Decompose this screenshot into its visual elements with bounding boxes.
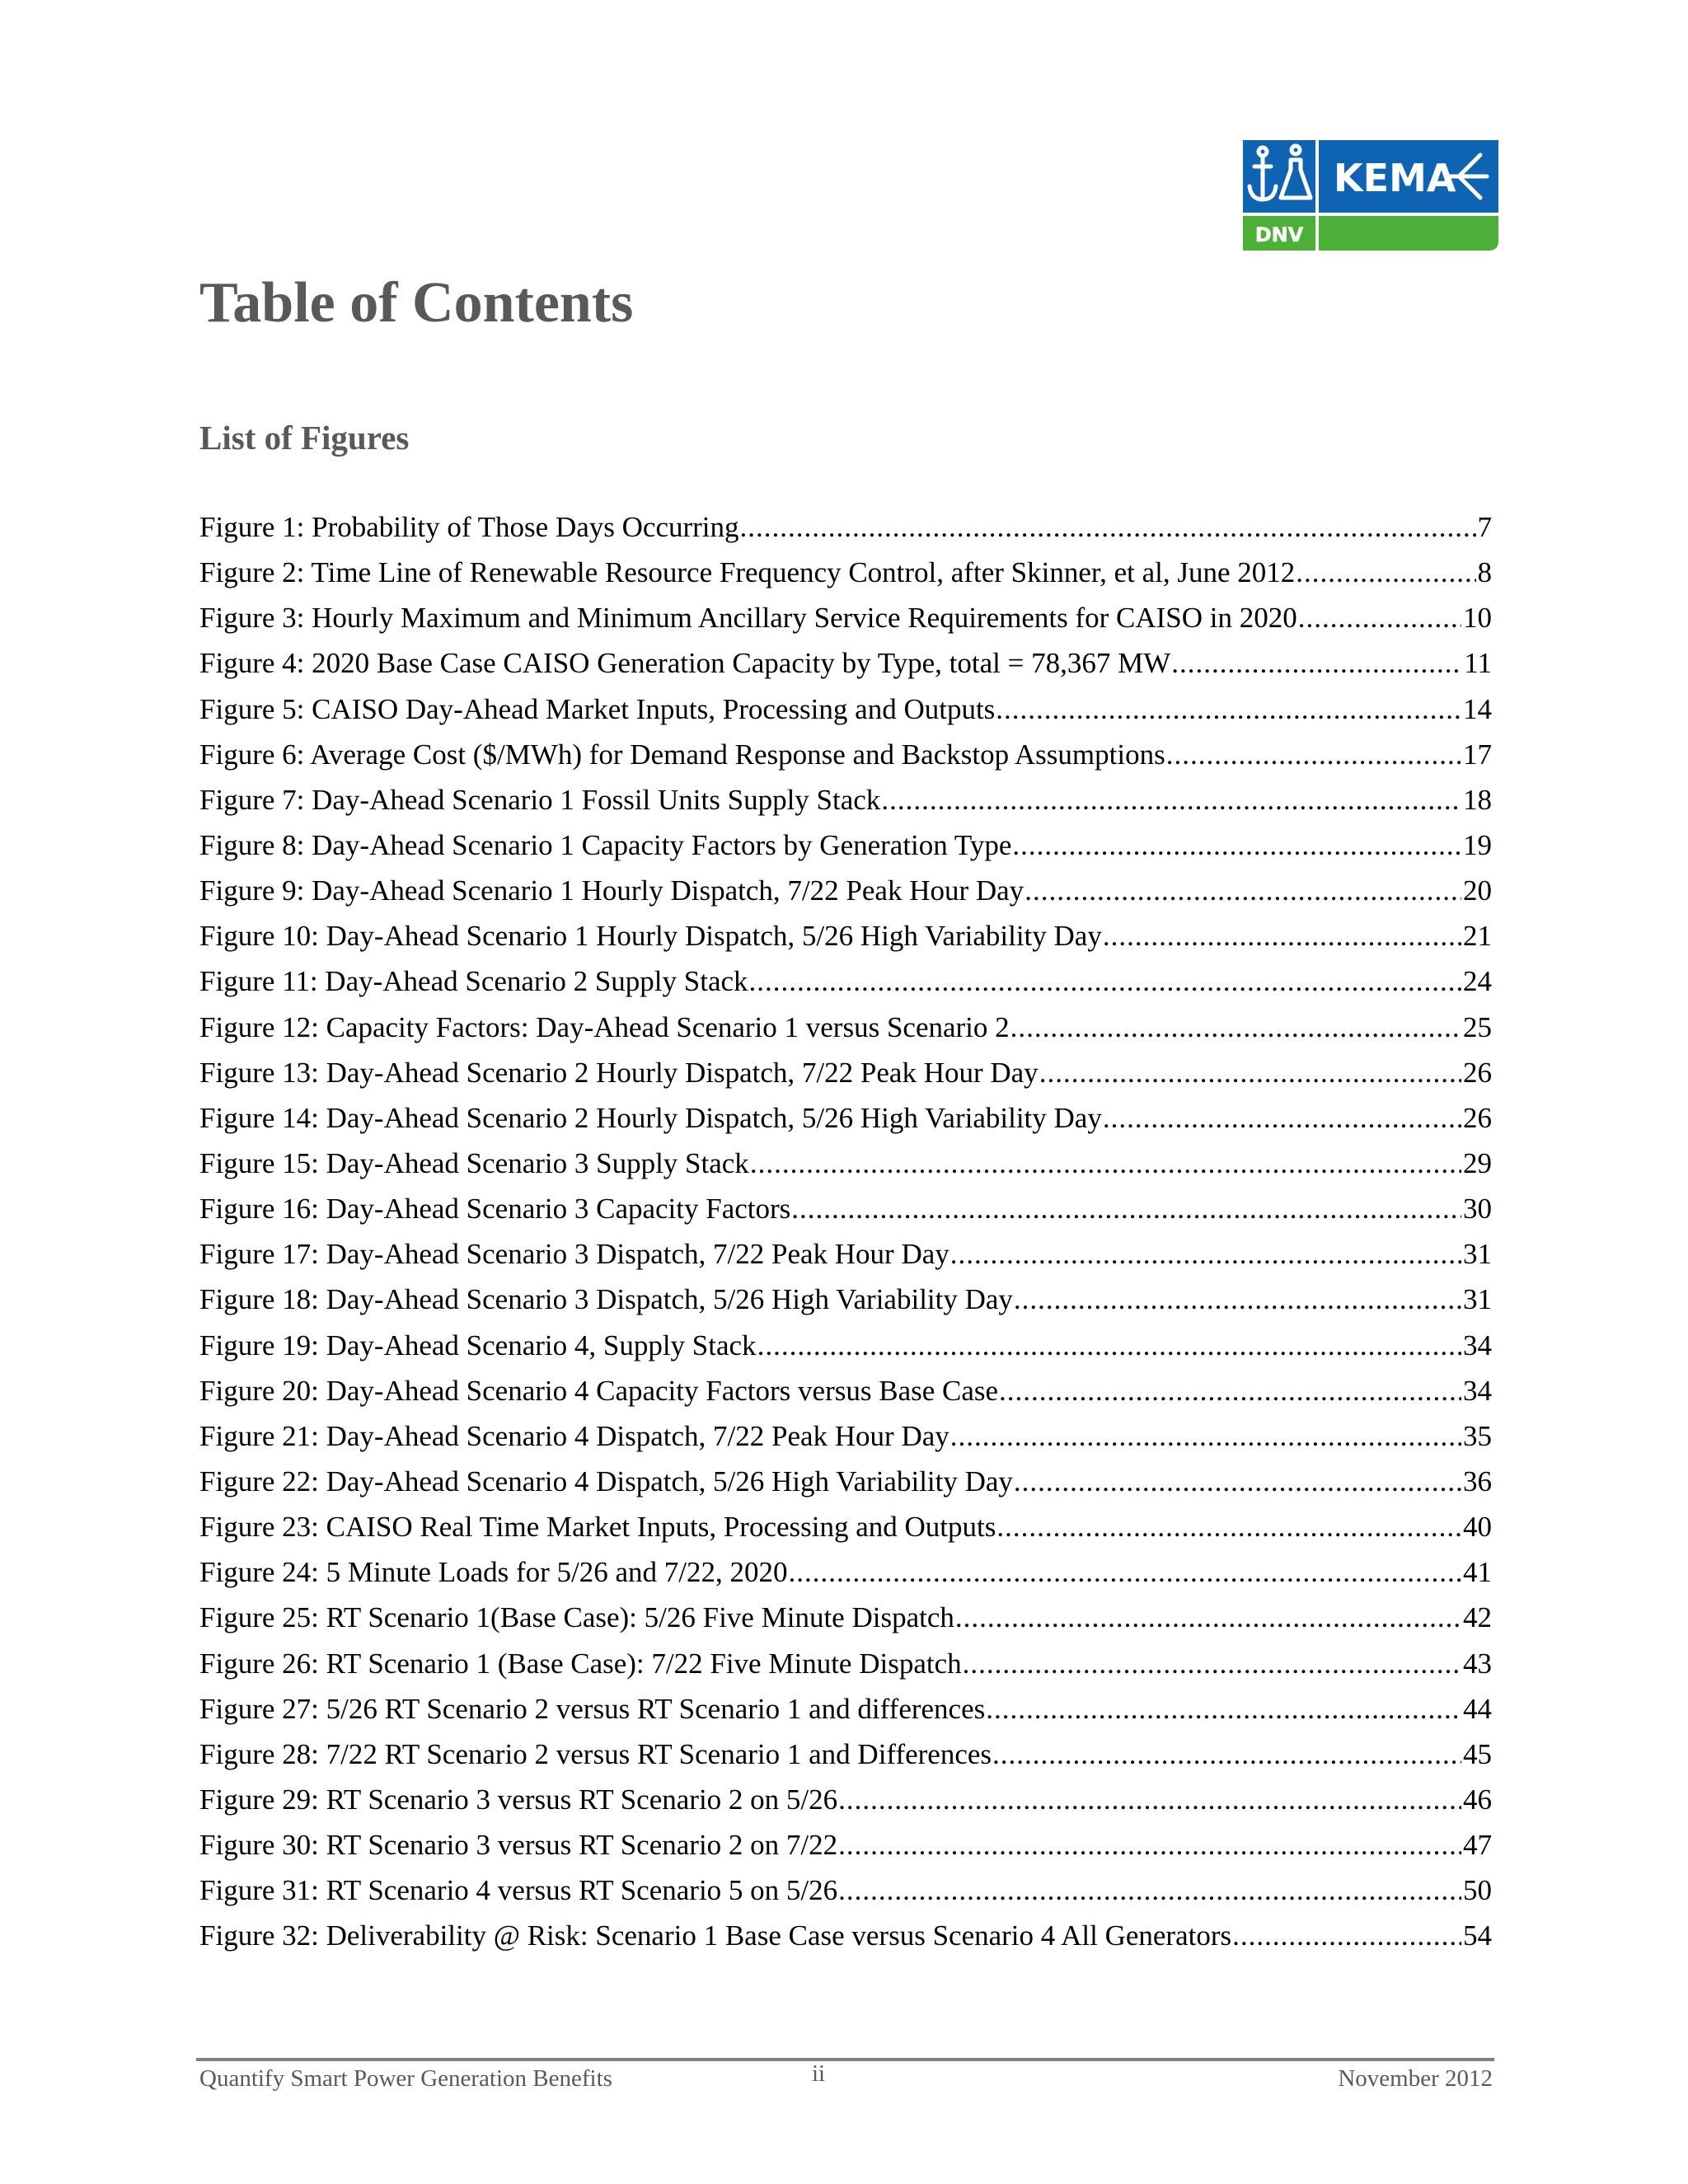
toc-entry-page: 17 [1463, 738, 1492, 771]
toc-entry-label: Figure 18: Day-Ahead Scenario 3 Dispatch, 5/26 High Variability Day [199, 1283, 1013, 1316]
toc-entry-page: 19 [1463, 828, 1492, 861]
toc-entry-label: Figure 2: Time Line of Renewable Resource Frequency Control, after Skinner, et al, June 2012 [199, 556, 1296, 589]
toc-entry-label: Figure 17: Day-Ahead Scenario 3 Dispatch, 7/22 Peak Hour Day [199, 1238, 950, 1271]
toc-entry[interactable] [199, 1095, 1492, 1141]
toc-entry-label: Figure 8: Day-Ahead Scenario 1 Capacity Factors by Generation Type [199, 828, 1012, 861]
toc-entry-label: Figure 14: Day-Ahead Scenario 2 Hourly Dispatch, 5/26 High Variability Day [199, 1101, 1102, 1134]
toc-entry[interactable] [199, 732, 1492, 777]
toc-entry-page: 26 [1463, 1056, 1492, 1089]
toc-dot-leader [992, 1732, 1461, 1777]
toc-entry-label: Figure 9: Day-Ahead Scenario 1 Hourly Dispatch, 7/22 Peak Hour Day [199, 874, 1025, 907]
page-title: Table of Contents [199, 271, 634, 335]
toc-dot-leader [838, 1777, 1461, 1822]
toc-dot-leader [1103, 1095, 1461, 1141]
toc-entry-page: 42 [1463, 1601, 1492, 1634]
toc-entry-page: 26 [1463, 1101, 1492, 1134]
toc-entry[interactable] [199, 777, 1492, 823]
toc-entry-label: Figure 12: Capacity Factors: Day-Ahead Scenario 1 versus Scenario 2 [199, 1010, 1010, 1043]
toc-entry-label: Figure 31: RT Scenario 4 versus RT Scenario 5 on 5/26 [199, 1874, 838, 1907]
footer-document-title: Quantify Smart Power Generation Benefits [199, 2065, 612, 2092]
toc-entry-page: 35 [1463, 1419, 1492, 1452]
footer-page-number: ii [812, 2060, 826, 2087]
toc-entry-page: 20 [1463, 874, 1492, 907]
toc-entry[interactable] [199, 1777, 1492, 1822]
toc-entry[interactable] [199, 1231, 1492, 1277]
toc-entry-page: 30 [1463, 1193, 1492, 1226]
toc-entry-page: 34 [1463, 1374, 1492, 1407]
toc-entry-label: Figure 5: CAISO Day-Ahead Market Inputs, Processing and Outputs [199, 692, 996, 725]
toc-dot-leader [791, 1186, 1461, 1231]
toc-entry[interactable] [199, 1732, 1492, 1777]
toc-entry-page: 31 [1463, 1238, 1492, 1271]
toc-entry-page: 31 [1463, 1283, 1492, 1316]
toc-entry-page: 41 [1463, 1556, 1492, 1589]
toc-dot-leader [1010, 1005, 1461, 1050]
toc-entry[interactable] [199, 595, 1492, 640]
toc-entry[interactable] [199, 823, 1492, 868]
toc-entry[interactable] [199, 1549, 1492, 1595]
toc-entry-page: 25 [1463, 1010, 1492, 1043]
toc-entry[interactable] [199, 913, 1492, 958]
toc-dot-leader [749, 958, 1461, 1004]
toc-entry[interactable] [199, 1641, 1492, 1686]
toc-entry-label: Figure 30: RT Scenario 3 versus RT Scenario 2 on 7/22 [199, 1829, 838, 1862]
toc-entry-label: Figure 15: Day-Ahead Scenario 3 Supply Stack [199, 1146, 749, 1179]
toc-entry-label: Figure 21: Day-Ahead Scenario 4 Dispatch, 7/22 Peak Hour Day [199, 1419, 950, 1452]
list-of-figures [199, 504, 1492, 1959]
toc-entry-page: 29 [1463, 1146, 1492, 1179]
toc-entry[interactable] [199, 1141, 1492, 1186]
toc-entry[interactable] [199, 1368, 1492, 1413]
toc-entry-page: 40 [1463, 1511, 1492, 1544]
toc-entry-label: Figure 13: Day-Ahead Scenario 2 Hourly Dispatch, 7/22 Peak Hour Day [199, 1056, 1039, 1089]
toc-entry[interactable] [199, 1005, 1492, 1050]
toc-dot-leader [996, 687, 1461, 732]
toc-entry[interactable] [199, 1323, 1492, 1368]
toc-dot-leader [1014, 1277, 1461, 1322]
logo-green-strip [1319, 216, 1498, 251]
toc-entry-label: Figure 1: Probability of Those Days Occurring [199, 511, 739, 543]
toc-dot-leader [1103, 913, 1461, 958]
kema-dnv-logo [1243, 140, 1498, 251]
toc-entry[interactable] [199, 958, 1492, 1004]
toc-entry-page: 47 [1463, 1829, 1492, 1862]
toc-dot-leader [955, 1595, 1461, 1640]
toc-entry[interactable] [199, 1504, 1492, 1549]
toc-entry-label: Figure 20: Day-Ahead Scenario 4 Capacity Factors versus Base Case [199, 1374, 999, 1407]
toc-entry-label: Figure 28: 7/22 RT Scenario 2 versus RT Scenario 1 and Differences [199, 1737, 992, 1770]
toc-entry[interactable] [199, 868, 1492, 913]
toc-dot-leader [1012, 823, 1461, 868]
toc-entry-label: Figure 24: 5 Minute Loads for 5/26 and 7/22, 2020 [199, 1556, 788, 1589]
toc-dot-leader [1171, 640, 1462, 686]
section-heading: List of Figures [199, 419, 410, 457]
toc-entry-page: 7 [1477, 511, 1492, 543]
toc-entry[interactable] [199, 640, 1492, 686]
toc-entry-label: Figure 32: Deliverability @ Risk: Scenario 1 Base Case versus Scenario 4 All Generators [199, 1919, 1232, 1952]
toc-entry-page: 11 [1464, 647, 1492, 680]
toc-entry-label: Figure 27: 5/26 RT Scenario 2 versus RT Scenario 1 and differences [199, 1692, 986, 1725]
toc-entry-label: Figure 19: Day-Ahead Scenario 4, Supply Stack [199, 1329, 757, 1361]
toc-entry[interactable] [199, 1822, 1492, 1868]
toc-entry-label: Figure 29: RT Scenario 3 versus RT Scenario 2 on 5/26 [199, 1783, 838, 1816]
toc-entry-page: 43 [1463, 1647, 1492, 1680]
toc-entry-page: 14 [1463, 692, 1492, 725]
toc-dot-leader [950, 1231, 1461, 1277]
toc-entry-page: 10 [1463, 602, 1492, 635]
toc-dot-leader [881, 777, 1461, 823]
toc-entry-label: Figure 23: CAISO Real Time Market Inputs, Processing and Outputs [199, 1511, 996, 1544]
toc-dot-leader [1039, 1050, 1461, 1095]
footer-divider [196, 2058, 1494, 2061]
toc-entry-page: 8 [1477, 556, 1492, 589]
toc-entry-label: Figure 7: Day-Ahead Scenario 1 Fossil Units Supply Stack [199, 783, 881, 816]
toc-entry-label: Figure 25: RT Scenario 1(Base Case): 5/26 Five Minute Dispatch [199, 1601, 954, 1634]
toc-dot-leader [789, 1549, 1461, 1595]
toc-entry-label: Figure 26: RT Scenario 1 (Base Case): 7/22 Five Minute Dispatch [199, 1647, 962, 1680]
toc-entry-page: 50 [1463, 1874, 1492, 1907]
toc-dot-leader [986, 1686, 1461, 1732]
toc-entry-label: Figure 16: Day-Ahead Scenario 3 Capacity Factors [199, 1193, 791, 1226]
toc-dot-leader [838, 1822, 1461, 1868]
toc-dot-leader [750, 1141, 1461, 1186]
toc-entry[interactable] [199, 1459, 1492, 1504]
toc-entry-page: 46 [1463, 1783, 1492, 1816]
toc-entry-page: 21 [1463, 920, 1492, 953]
toc-entry-page: 44 [1463, 1692, 1492, 1725]
toc-entry[interactable] [199, 1050, 1492, 1095]
toc-dot-leader [1025, 868, 1461, 913]
toc-dot-leader [963, 1641, 1461, 1686]
toc-dot-leader [740, 504, 1476, 550]
toc-dot-leader [1014, 1459, 1461, 1504]
toc-entry[interactable] [199, 1686, 1492, 1732]
toc-entry[interactable] [199, 1413, 1492, 1459]
toc-dot-leader [950, 1413, 1461, 1459]
footer-date: November 2012 [1338, 2065, 1493, 2092]
toc-entry[interactable] [199, 1186, 1492, 1231]
toc-entry-label: Figure 3: Hourly Maximum and Minimum Ancillary Service Requirements for CAISO in 2020 [199, 602, 1297, 635]
toc-dot-leader [999, 1368, 1461, 1413]
toc-entry-page: 45 [1463, 1737, 1492, 1770]
toc-entry-page: 36 [1463, 1465, 1492, 1497]
toc-entry-label: Figure 22: Day-Ahead Scenario 4 Dispatch, 5/26 High Variability Day [199, 1465, 1013, 1497]
toc-entry-label: Figure 4: 2020 Base Case CAISO Generation Capacity by Type, total = 78,367 MW [199, 647, 1171, 680]
toc-entry[interactable] [199, 550, 1492, 595]
logo-sub-text: DNV [1254, 223, 1304, 246]
toc-dot-leader [1296, 550, 1475, 595]
toc-dot-leader [1298, 595, 1461, 640]
toc-dot-leader [838, 1868, 1461, 1913]
toc-entry-page: 34 [1463, 1329, 1492, 1361]
logo-brand-text: KEMA [1334, 156, 1456, 200]
toc-entry-page: 24 [1463, 965, 1492, 998]
toc-dot-leader [996, 1504, 1461, 1549]
toc-entry-label: Figure 11: Day-Ahead Scenario 2 Supply Stack [199, 965, 748, 998]
toc-entry[interactable] [199, 1277, 1492, 1322]
toc-entry[interactable] [199, 687, 1492, 732]
toc-entry[interactable] [199, 1868, 1492, 1913]
toc-entry-page: 18 [1463, 783, 1492, 816]
toc-entry[interactable] [199, 1913, 1492, 1958]
toc-dot-leader [1166, 732, 1461, 777]
toc-entry-page: 54 [1463, 1919, 1492, 1952]
toc-entry[interactable] [199, 504, 1492, 550]
toc-entry[interactable] [199, 1595, 1492, 1640]
toc-entry-label: Figure 6: Average Cost ($/MWh) for Demand Response and Backstop Assumptions [199, 738, 1165, 771]
toc-dot-leader [1232, 1913, 1461, 1958]
toc-entry-label: Figure 10: Day-Ahead Scenario 1 Hourly Dispatch, 5/26 High Variability Day [199, 920, 1102, 953]
toc-dot-leader [757, 1323, 1461, 1368]
